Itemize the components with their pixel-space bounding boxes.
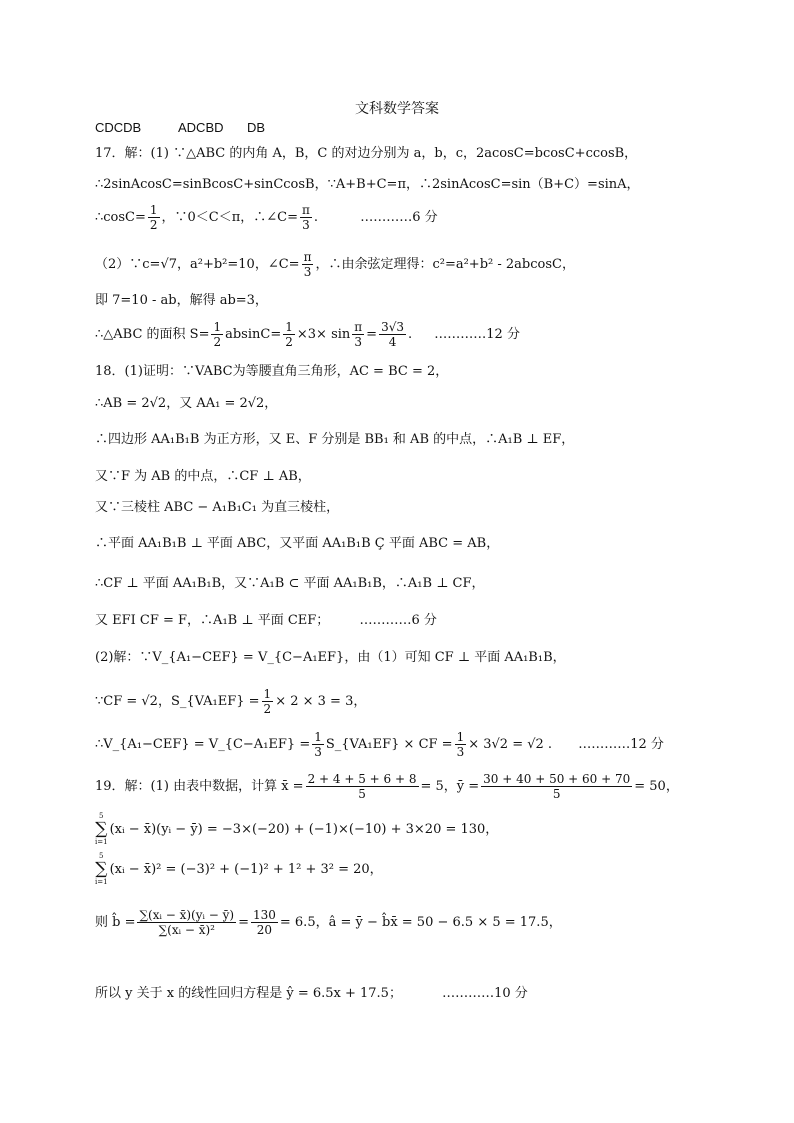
denominator: 3 — [314, 745, 322, 759]
score-mark: …………10 分 — [442, 986, 528, 1001]
q19-line-4 — [95, 908, 562, 937]
numerator: 1 — [149, 203, 158, 217]
numerator: 130 — [252, 908, 276, 922]
denominator: 3 — [456, 745, 465, 759]
sigma-upper: 5 — [99, 812, 104, 820]
q17-l3-text-a: ∴cosC= — [95, 210, 146, 225]
q19-line-2 — [95, 812, 498, 847]
fraction — [211, 320, 223, 349]
numerator: 30 + 40 + 50 + 60 + 70 — [483, 772, 631, 786]
q18-line-6: ∴平面 AA₁B₁B ⊥ 平面 ABC，又平面 AA₁B₁B Ç 平面 ABC = AB， — [95, 536, 500, 551]
q17-line-1: 17．解：(1) ∵△ABC 的内角 A，B，C 的对边分别为 a，b，c，2acosC=bcosC+ccosB， — [95, 146, 638, 161]
q17-line-2: ∴2sinAcosC=sinBcosC+sinCcosB，∵A+B+C=π，∴2sinAcosC=sin（B+C）=sinA， — [95, 177, 640, 192]
q18-line-10 — [95, 687, 366, 716]
q17-line-3 — [95, 203, 438, 232]
q19-l5-text: 所以 y 关于 x 的线性回归方程是 ŷ = 6.5x + 17.5； — [95, 986, 402, 1001]
numerator: 1 — [213, 320, 222, 334]
score-mark: …………6 分 — [360, 210, 438, 225]
q18-line-4: 又∵F 为 AB 的中点，∴CF ⊥ AB， — [95, 469, 311, 484]
denominator: 3 — [302, 218, 310, 232]
fraction — [148, 203, 160, 232]
numerator: 2 + 4 + 5 + 6 + 8 — [307, 772, 417, 786]
q17-l6-text-d: = — [366, 327, 378, 342]
numerator: π — [303, 250, 312, 264]
fraction — [312, 730, 324, 759]
q18-line-8 — [95, 613, 437, 629]
q19-l4-text-c: = 6.5，â = ȳ − b̂x̄ = 50 − 6.5 × 5 = 17.5， — [279, 915, 562, 930]
q19-l3-text: (xᵢ − x̄)² = (−3)² + (−1)² + 1² + 3² = 20， — [109, 862, 383, 877]
fraction — [481, 772, 632, 801]
q19-line-1 — [95, 772, 679, 801]
denominator: 2 — [263, 702, 272, 716]
q18-l10-text-a: ∵CF = √2，S_{VA₁EF} = — [95, 694, 260, 709]
q18-line-11 — [95, 730, 664, 759]
q19-l4-text-b: = — [238, 915, 249, 930]
fraction — [455, 730, 467, 759]
fraction — [306, 772, 419, 801]
q17-l3-text-b: ，∵0＜C＜π，∴∠C= — [161, 210, 299, 225]
q17-l6-text-b: absinC= — [225, 327, 282, 342]
numerator: 1 — [314, 730, 322, 744]
q18-line-2: ∴AB = 2√2，又 AA₁ = 2√2， — [95, 396, 278, 411]
q17-l3-text-c: . — [313, 210, 319, 225]
denominator: 5 — [358, 787, 366, 801]
score-mark: …………12 分 — [578, 737, 664, 752]
q18-l11-text-a: ∴V_{A₁−CEF} = V_{C−A₁EF} = — [95, 737, 311, 752]
q17-l6-text-c: ×3× sin — [296, 327, 351, 342]
q19-l1-text-a: 19．解：(1) 由表中数据，计算 x̄ = — [95, 779, 304, 794]
fraction — [251, 908, 278, 937]
sigma-lower: i=1 — [95, 838, 108, 846]
denominator: 2 — [149, 218, 158, 232]
numerator: 3√3 — [381, 320, 404, 334]
fraction — [300, 203, 312, 232]
answer-group-1: CDCDB — [95, 120, 142, 135]
q17-l4-text-b: ，∴由余弦定理得：c²=a²+b² - 2abcosC， — [315, 257, 575, 272]
q17-l6-text-a: ∴△ABC 的面积 S= — [95, 327, 210, 342]
q18-line-9: (2)解：∵V_{A₁−CEF} = V_{C−A₁EF}，由（1）可知 CF ⊥ 平面 AA₁B₁B， — [95, 650, 566, 665]
numerator: 1 — [456, 730, 465, 744]
denominator: 2 — [213, 335, 222, 349]
q18-line-7: ∴CF ⊥ 平面 AA₁B₁B，又∵A₁B ⊂ 平面 AA₁B₁B，∴A₁B ⊥ CF， — [95, 576, 485, 591]
sigma-upper: 5 — [99, 852, 104, 860]
denominator: ∑(xᵢ − x̄)² — [158, 923, 215, 937]
q19-line-3 — [95, 852, 383, 887]
numerator: π — [302, 203, 310, 217]
page-title: 文科数学答案 — [355, 101, 439, 117]
q17-line-4 — [95, 250, 575, 279]
q17-l4-text-a: （2）∵c=√7，a²+b²=10，∠C= — [95, 257, 300, 272]
summation-sign: 5 ∑ i=1 — [95, 812, 108, 846]
q17-l6-text-e: . — [407, 327, 413, 342]
score-mark: …………12 分 — [434, 327, 520, 342]
fraction — [352, 320, 364, 349]
q19-l1-text-b: = 5，ȳ = — [420, 779, 480, 794]
denominator: 3 — [354, 335, 363, 349]
sigma-lower: i=1 — [95, 878, 108, 886]
denominator: 2 — [285, 335, 293, 349]
q18-line-3: ∴四边形 AA₁B₁B 为正方形，又 E、F 分别是 BB₁ 和 AB 的中点，∴A₁B ⊥ EF， — [95, 432, 575, 447]
answer-group-3: DB — [247, 120, 266, 135]
denominator: 4 — [388, 335, 397, 349]
fraction — [283, 320, 295, 349]
q19-l1-text-c: = 50， — [634, 779, 679, 794]
q17-line-6 — [95, 320, 520, 349]
q18-l11-text-c: × 3√2 = √2 . — [468, 737, 553, 752]
fraction — [302, 250, 314, 279]
q18-line-5: 又∵三棱柱 ABC − A₁B₁C₁ 为直三棱柱， — [95, 500, 340, 515]
numerator: 1 — [285, 320, 293, 334]
numerator: 1 — [263, 687, 272, 701]
q17-line-5: 即 7=10 - ab，解得 ab=3， — [95, 293, 268, 308]
summation-sign: 5 ∑ i=1 — [95, 852, 108, 886]
answer-group-2: ADCBD — [178, 120, 224, 135]
q19-l4-text-a: 则 b̂ = — [95, 915, 136, 930]
denominator: 3 — [303, 265, 312, 279]
numerator: π — [354, 320, 363, 334]
q18-l11-text-b: S_{VA₁EF} × CF = — [325, 737, 453, 752]
numerator: ∑(xᵢ − x̄)(yᵢ − ȳ) — [139, 908, 235, 922]
q18-l10-text-b: × 2 × 3 = 3， — [275, 694, 367, 709]
denominator: 20 — [256, 923, 273, 937]
fraction — [137, 908, 236, 937]
q19-l2-text: (xᵢ − x̄)(yᵢ − ȳ) = −3×(−20) + (−1)×(−10) + 3×20 = 130， — [109, 822, 499, 837]
denominator: 5 — [552, 787, 561, 801]
score-mark: …………6 分 — [359, 613, 437, 628]
q18-line-1: 18．(1)证明：∵VABC为等腰直角三角形，AC = BC = 2， — [95, 364, 449, 379]
fraction — [379, 320, 406, 349]
q18-l8-text: 又 EFI CF = F，∴A₁B ⊥ 平面 CEF； — [95, 613, 330, 628]
q19-line-5 — [95, 986, 528, 1002]
fraction — [262, 687, 274, 716]
